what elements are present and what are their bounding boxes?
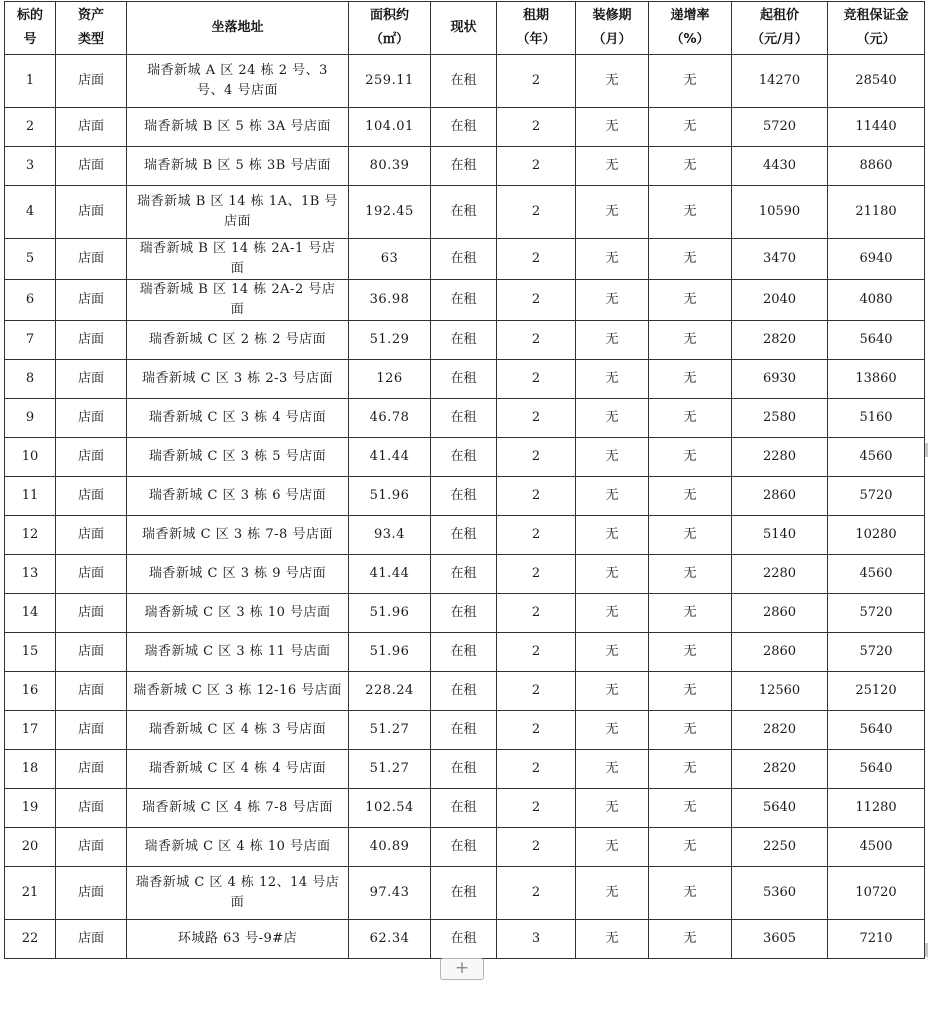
header-text-line: 装修期 bbox=[592, 8, 632, 23]
cell-lease-term: 2 bbox=[497, 555, 576, 594]
cell-status: 在租 bbox=[431, 239, 497, 280]
cell-address: 瑞香新城 C 区 3 栋 10 号店面 bbox=[127, 594, 349, 633]
cell-address: 瑞香新城 B 区 14 栋 1A、1B 号店面 bbox=[127, 186, 349, 239]
header-fitout-period bbox=[576, 2, 649, 55]
table-row bbox=[5, 594, 925, 633]
cell-status: 在租 bbox=[431, 360, 497, 399]
header-text-line: （%） bbox=[670, 32, 710, 47]
cell-area: 97.43 bbox=[349, 867, 431, 920]
table-body bbox=[5, 55, 925, 959]
cell-area: 93.4 bbox=[349, 516, 431, 555]
cell-increase-rate: 无 bbox=[649, 750, 732, 789]
cell-asset-type: 店面 bbox=[56, 672, 127, 711]
header-text-line: 面积约 bbox=[369, 8, 409, 23]
cell-deposit: 4560 bbox=[828, 555, 925, 594]
cell-fitout-period: 无 bbox=[576, 477, 649, 516]
cell-deposit: 10720 bbox=[828, 867, 925, 920]
cell-address: 瑞香新城 B 区 5 栋 3B 号店面 bbox=[127, 147, 349, 186]
cell-asset-type: 店面 bbox=[56, 516, 127, 555]
table-row bbox=[5, 867, 925, 920]
cell-lot-number: 11 bbox=[5, 477, 56, 516]
cell-increase-rate: 无 bbox=[649, 672, 732, 711]
header-text-line: 号 bbox=[23, 32, 37, 47]
cell-lot-number: 15 bbox=[5, 633, 56, 672]
cell-deposit: 5160 bbox=[828, 399, 925, 438]
cell-lot-number: 6 bbox=[5, 280, 56, 321]
table-row bbox=[5, 239, 925, 280]
cell-deposit: 6940 bbox=[828, 239, 925, 280]
table-row bbox=[5, 920, 925, 959]
table-row bbox=[5, 438, 925, 477]
cell-increase-rate: 无 bbox=[649, 867, 732, 920]
cell-starting-rent: 5360 bbox=[732, 867, 828, 920]
cell-starting-rent: 2040 bbox=[732, 280, 828, 321]
cell-lease-term: 2 bbox=[497, 55, 576, 108]
cell-status: 在租 bbox=[431, 789, 497, 828]
cell-lot-number: 3 bbox=[5, 147, 56, 186]
cell-lot-number: 10 bbox=[5, 438, 56, 477]
cell-asset-type: 店面 bbox=[56, 920, 127, 959]
cell-increase-rate: 无 bbox=[649, 516, 732, 555]
cell-fitout-period: 无 bbox=[576, 750, 649, 789]
cell-lease-term: 2 bbox=[497, 633, 576, 672]
cell-deposit: 8860 bbox=[828, 147, 925, 186]
cell-area: 104.01 bbox=[349, 108, 431, 147]
header-text-line: 竞租保证金 bbox=[843, 8, 909, 23]
cell-fitout-period: 无 bbox=[576, 186, 649, 239]
cell-starting-rent: 3470 bbox=[732, 239, 828, 280]
cell-lease-term: 2 bbox=[497, 280, 576, 321]
cell-starting-rent: 5720 bbox=[732, 108, 828, 147]
cell-lot-number: 4 bbox=[5, 186, 56, 239]
cell-asset-type: 店面 bbox=[56, 555, 127, 594]
cell-area: 192.45 bbox=[349, 186, 431, 239]
cell-deposit: 11280 bbox=[828, 789, 925, 828]
cell-asset-type: 店面 bbox=[56, 399, 127, 438]
table-row bbox=[5, 516, 925, 555]
cell-address: 瑞香新城 C 区 3 栋 12-16 号店面 bbox=[127, 672, 349, 711]
cell-address: 瑞香新城 C 区 3 栋 11 号店面 bbox=[127, 633, 349, 672]
cell-asset-type: 店面 bbox=[56, 321, 127, 360]
cell-lease-term: 2 bbox=[497, 438, 576, 477]
cell-asset-type: 店面 bbox=[56, 360, 127, 399]
cell-status: 在租 bbox=[431, 399, 497, 438]
cell-area: 63 bbox=[349, 239, 431, 280]
cell-lease-term: 2 bbox=[497, 147, 576, 186]
cell-status: 在租 bbox=[431, 711, 497, 750]
cell-address: 瑞香新城 C 区 3 栋 7-8 号店面 bbox=[127, 516, 349, 555]
cell-address: 瑞香新城 A 区 24 栋 2 号、3 号、4 号店面 bbox=[127, 55, 349, 108]
cell-lease-term: 2 bbox=[497, 789, 576, 828]
header-address bbox=[127, 2, 349, 55]
cell-increase-rate: 无 bbox=[649, 280, 732, 321]
cell-fitout-period: 无 bbox=[576, 55, 649, 108]
table-row bbox=[5, 186, 925, 239]
cell-asset-type: 店面 bbox=[56, 828, 127, 867]
cell-starting-rent: 4430 bbox=[732, 147, 828, 186]
cell-status: 在租 bbox=[431, 633, 497, 672]
cell-starting-rent: 14270 bbox=[732, 55, 828, 108]
cell-asset-type: 店面 bbox=[56, 867, 127, 920]
cell-address: 瑞香新城 C 区 3 栋 4 号店面 bbox=[127, 399, 349, 438]
cell-status: 在租 bbox=[431, 55, 497, 108]
cell-address: 瑞香新城 C 区 3 栋 2-3 号店面 bbox=[127, 360, 349, 399]
cell-status: 在租 bbox=[431, 750, 497, 789]
cell-lot-number: 8 bbox=[5, 360, 56, 399]
cell-area: 40.89 bbox=[349, 828, 431, 867]
cell-status: 在租 bbox=[431, 186, 497, 239]
cell-lease-term: 2 bbox=[497, 360, 576, 399]
cell-area: 102.54 bbox=[349, 789, 431, 828]
cell-asset-type: 店面 bbox=[56, 438, 127, 477]
cell-deposit: 4500 bbox=[828, 828, 925, 867]
cell-starting-rent: 2280 bbox=[732, 555, 828, 594]
cell-area: 51.29 bbox=[349, 321, 431, 360]
cell-deposit: 11440 bbox=[828, 108, 925, 147]
cell-area: 41.44 bbox=[349, 438, 431, 477]
cell-area: 51.96 bbox=[349, 633, 431, 672]
cell-starting-rent: 2860 bbox=[732, 594, 828, 633]
cell-area: 36.98 bbox=[349, 280, 431, 321]
cell-fitout-period: 无 bbox=[576, 594, 649, 633]
cell-starting-rent: 3605 bbox=[732, 920, 828, 959]
header-lease-term bbox=[497, 2, 576, 55]
cell-lot-number: 22 bbox=[5, 920, 56, 959]
header-text-line: 租期 bbox=[522, 8, 549, 23]
cell-lot-number: 18 bbox=[5, 750, 56, 789]
cell-increase-rate: 无 bbox=[649, 477, 732, 516]
cell-status: 在租 bbox=[431, 477, 497, 516]
cell-starting-rent: 2580 bbox=[732, 399, 828, 438]
cell-starting-rent: 6930 bbox=[732, 360, 828, 399]
asset-table-container bbox=[4, 1, 924, 959]
cell-address: 瑞香新城 B 区 14 栋 2A-1 号店面 bbox=[127, 239, 349, 280]
cell-increase-rate: 无 bbox=[649, 108, 732, 147]
cell-increase-rate: 无 bbox=[649, 186, 732, 239]
cell-deposit: 5640 bbox=[828, 750, 925, 789]
cell-address: 瑞香新城 C 区 4 栋 3 号店面 bbox=[127, 711, 349, 750]
table-row bbox=[5, 828, 925, 867]
cell-area: 80.39 bbox=[349, 147, 431, 186]
cell-area: 46.78 bbox=[349, 399, 431, 438]
cell-fitout-period: 无 bbox=[576, 321, 649, 360]
cell-deposit: 28540 bbox=[828, 55, 925, 108]
cell-lease-term: 2 bbox=[497, 828, 576, 867]
cell-status: 在租 bbox=[431, 321, 497, 360]
plus-icon: + bbox=[454, 958, 470, 978]
cell-asset-type: 店面 bbox=[56, 477, 127, 516]
cell-lot-number: 19 bbox=[5, 789, 56, 828]
cell-increase-rate: 无 bbox=[649, 594, 732, 633]
header-deposit bbox=[828, 2, 925, 55]
cell-status: 在租 bbox=[431, 594, 497, 633]
cell-asset-type: 店面 bbox=[56, 108, 127, 147]
header-lot-number bbox=[5, 2, 56, 55]
cell-increase-rate: 无 bbox=[649, 147, 732, 186]
header-text-line: 坐落地址 bbox=[211, 20, 264, 35]
cell-lease-term: 2 bbox=[497, 672, 576, 711]
cell-starting-rent: 2280 bbox=[732, 438, 828, 477]
cell-status: 在租 bbox=[431, 147, 497, 186]
cell-lease-term: 2 bbox=[497, 711, 576, 750]
cell-fitout-period: 无 bbox=[576, 920, 649, 959]
cell-deposit: 13860 bbox=[828, 360, 925, 399]
cell-lot-number: 5 bbox=[5, 239, 56, 280]
cell-asset-type: 店面 bbox=[56, 789, 127, 828]
cell-increase-rate: 无 bbox=[649, 360, 732, 399]
cell-deposit: 7210 bbox=[828, 920, 925, 959]
table-row bbox=[5, 789, 925, 828]
header-text-line: 现状 bbox=[450, 20, 477, 35]
header-increase-rate bbox=[649, 2, 732, 55]
cell-lot-number: 16 bbox=[5, 672, 56, 711]
cell-address: 瑞香新城 C 区 4 栋 10 号店面 bbox=[127, 828, 349, 867]
cell-status: 在租 bbox=[431, 438, 497, 477]
table-row bbox=[5, 147, 925, 186]
cell-asset-type: 店面 bbox=[56, 55, 127, 108]
cell-address: 瑞香新城 C 区 3 栋 6 号店面 bbox=[127, 477, 349, 516]
table-row bbox=[5, 672, 925, 711]
cell-area: 51.27 bbox=[349, 750, 431, 789]
header-text-line: 标的 bbox=[16, 8, 43, 23]
table-row bbox=[5, 321, 925, 360]
cell-address: 瑞香新城 C 区 3 栋 5 号店面 bbox=[127, 438, 349, 477]
header-text-line: （元/月） bbox=[751, 32, 808, 47]
cell-asset-type: 店面 bbox=[56, 280, 127, 321]
cell-lot-number: 2 bbox=[5, 108, 56, 147]
cell-increase-rate: 无 bbox=[649, 828, 732, 867]
cell-increase-rate: 无 bbox=[649, 789, 732, 828]
cell-address: 瑞香新城 B 区 5 栋 3A 号店面 bbox=[127, 108, 349, 147]
cell-lease-term: 2 bbox=[497, 186, 576, 239]
cell-fitout-period: 无 bbox=[576, 711, 649, 750]
cell-area: 126 bbox=[349, 360, 431, 399]
table-header-row bbox=[5, 2, 925, 55]
cell-address: 环城路 63 号-9#店 bbox=[127, 920, 349, 959]
header-text-line: （年） bbox=[516, 32, 556, 47]
table-row bbox=[5, 280, 925, 321]
rental-asset-table bbox=[4, 1, 925, 959]
cell-status: 在租 bbox=[431, 108, 497, 147]
table-row bbox=[5, 360, 925, 399]
cell-starting-rent: 5140 bbox=[732, 516, 828, 555]
cell-starting-rent: 2860 bbox=[732, 633, 828, 672]
cell-asset-type: 店面 bbox=[56, 594, 127, 633]
cell-deposit: 5640 bbox=[828, 321, 925, 360]
cell-asset-type: 店面 bbox=[56, 750, 127, 789]
cell-lot-number: 9 bbox=[5, 399, 56, 438]
cell-address: 瑞香新城 C 区 4 栋 7-8 号店面 bbox=[127, 789, 349, 828]
cell-deposit: 4560 bbox=[828, 438, 925, 477]
cell-starting-rent: 12560 bbox=[732, 672, 828, 711]
cell-deposit: 5640 bbox=[828, 711, 925, 750]
cell-status: 在租 bbox=[431, 828, 497, 867]
cell-status: 在租 bbox=[431, 555, 497, 594]
cell-lease-term: 2 bbox=[497, 594, 576, 633]
cell-fitout-period: 无 bbox=[576, 633, 649, 672]
cell-deposit: 21180 bbox=[828, 186, 925, 239]
cell-starting-rent: 10590 bbox=[732, 186, 828, 239]
cell-lease-term: 2 bbox=[497, 321, 576, 360]
cell-lease-term: 2 bbox=[497, 516, 576, 555]
cell-deposit: 10280 bbox=[828, 516, 925, 555]
cell-address: 瑞香新城 C 区 4 栋 4 号店面 bbox=[127, 750, 349, 789]
cell-fitout-period: 无 bbox=[576, 672, 649, 711]
cell-deposit: 4080 bbox=[828, 280, 925, 321]
table-row bbox=[5, 55, 925, 108]
cell-lot-number: 7 bbox=[5, 321, 56, 360]
header-asset-type bbox=[56, 2, 127, 55]
cell-status: 在租 bbox=[431, 516, 497, 555]
cell-status: 在租 bbox=[431, 672, 497, 711]
cell-lease-term: 3 bbox=[497, 920, 576, 959]
cell-lot-number: 13 bbox=[5, 555, 56, 594]
header-area bbox=[349, 2, 431, 55]
cell-address: 瑞香新城 C 区 3 栋 9 号店面 bbox=[127, 555, 349, 594]
cell-starting-rent: 2820 bbox=[732, 321, 828, 360]
cell-fitout-period: 无 bbox=[576, 516, 649, 555]
cell-fitout-period: 无 bbox=[576, 360, 649, 399]
header-text-line: 递增率 bbox=[670, 8, 710, 23]
cell-area: 62.34 bbox=[349, 920, 431, 959]
cell-area: 259.11 bbox=[349, 55, 431, 108]
cell-fitout-period: 无 bbox=[576, 239, 649, 280]
cell-deposit: 25120 bbox=[828, 672, 925, 711]
header-starting-rent bbox=[732, 2, 828, 55]
cell-status: 在租 bbox=[431, 867, 497, 920]
cell-lease-term: 2 bbox=[497, 867, 576, 920]
header-text-line: 资产 bbox=[77, 8, 104, 23]
cell-area: 51.27 bbox=[349, 711, 431, 750]
table-row bbox=[5, 750, 925, 789]
cell-fitout-period: 无 bbox=[576, 438, 649, 477]
cell-lot-number: 1 bbox=[5, 55, 56, 108]
cell-lease-term: 2 bbox=[497, 239, 576, 280]
cell-area: 41.44 bbox=[349, 555, 431, 594]
header-text-line: 类型 bbox=[77, 32, 104, 47]
cell-lease-term: 2 bbox=[497, 477, 576, 516]
cell-lot-number: 17 bbox=[5, 711, 56, 750]
header-text-line: 起租价 bbox=[759, 8, 799, 23]
cell-area: 51.96 bbox=[349, 477, 431, 516]
cell-starting-rent: 2860 bbox=[732, 477, 828, 516]
cell-deposit: 5720 bbox=[828, 633, 925, 672]
cell-area: 51.96 bbox=[349, 594, 431, 633]
cell-increase-rate: 无 bbox=[649, 239, 732, 280]
cell-asset-type: 店面 bbox=[56, 147, 127, 186]
cell-fitout-period: 无 bbox=[576, 399, 649, 438]
cell-fitout-period: 无 bbox=[576, 828, 649, 867]
header-text-line: （月） bbox=[592, 32, 632, 47]
cell-address: 瑞香新城 C 区 2 栋 2 号店面 bbox=[127, 321, 349, 360]
cell-lot-number: 14 bbox=[5, 594, 56, 633]
cell-increase-rate: 无 bbox=[649, 399, 732, 438]
add-row-button[interactable] bbox=[440, 958, 484, 980]
cell-starting-rent: 2250 bbox=[732, 828, 828, 867]
table-row bbox=[5, 477, 925, 516]
cell-asset-type: 店面 bbox=[56, 633, 127, 672]
cell-lease-term: 2 bbox=[497, 108, 576, 147]
cell-fitout-period: 无 bbox=[576, 108, 649, 147]
cell-asset-type: 店面 bbox=[56, 186, 127, 239]
cell-asset-type: 店面 bbox=[56, 239, 127, 280]
cell-increase-rate: 无 bbox=[649, 920, 732, 959]
cell-increase-rate: 无 bbox=[649, 711, 732, 750]
cell-fitout-period: 无 bbox=[576, 280, 649, 321]
cell-increase-rate: 无 bbox=[649, 438, 732, 477]
header-status bbox=[431, 2, 497, 55]
cell-status: 在租 bbox=[431, 280, 497, 321]
cell-address: 瑞香新城 B 区 14 栋 2A-2 号店面 bbox=[127, 280, 349, 321]
cell-starting-rent: 2820 bbox=[732, 711, 828, 750]
cell-fitout-period: 无 bbox=[576, 867, 649, 920]
cell-lot-number: 12 bbox=[5, 516, 56, 555]
cell-status: 在租 bbox=[431, 920, 497, 959]
table-row bbox=[5, 108, 925, 147]
cell-lot-number: 20 bbox=[5, 828, 56, 867]
table-row bbox=[5, 633, 925, 672]
header-text-line: （㎡） bbox=[369, 32, 409, 47]
cell-fitout-period: 无 bbox=[576, 147, 649, 186]
cell-lease-term: 2 bbox=[497, 750, 576, 789]
cell-increase-rate: 无 bbox=[649, 55, 732, 108]
cell-increase-rate: 无 bbox=[649, 321, 732, 360]
table-row bbox=[5, 555, 925, 594]
table-row bbox=[5, 711, 925, 750]
cell-deposit: 5720 bbox=[828, 594, 925, 633]
cell-area: 228.24 bbox=[349, 672, 431, 711]
cell-deposit: 5720 bbox=[828, 477, 925, 516]
cell-asset-type: 店面 bbox=[56, 711, 127, 750]
table-row bbox=[5, 399, 925, 438]
cell-fitout-period: 无 bbox=[576, 789, 649, 828]
cell-address: 瑞香新城 C 区 4 栋 12、14 号店面 bbox=[127, 867, 349, 920]
cell-starting-rent: 5640 bbox=[732, 789, 828, 828]
cell-lot-number: 21 bbox=[5, 867, 56, 920]
cell-starting-rent: 2820 bbox=[732, 750, 828, 789]
cell-increase-rate: 无 bbox=[649, 555, 732, 594]
cell-increase-rate: 无 bbox=[649, 633, 732, 672]
header-text-line: （元） bbox=[856, 32, 896, 47]
cell-lease-term: 2 bbox=[497, 399, 576, 438]
cell-fitout-period: 无 bbox=[576, 555, 649, 594]
